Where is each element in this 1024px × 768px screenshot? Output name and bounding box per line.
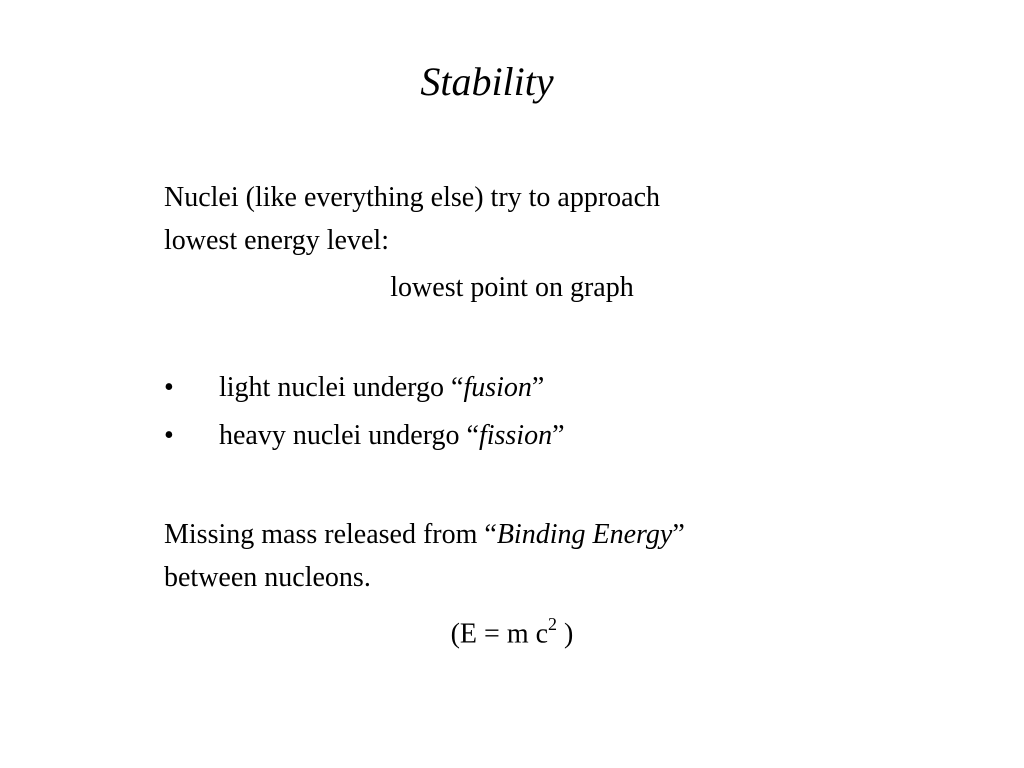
- missing-mass-text: Missing mass released from “: [164, 519, 497, 550]
- bullet-text: heavy nuclei undergo “: [219, 420, 479, 451]
- slide-title: Stability: [420, 59, 554, 104]
- missing-mass-closing-quote: ”: [672, 519, 685, 550]
- missing-mass-line-1: [164, 519, 685, 551]
- equation-base: (E = m c: [450, 618, 549, 650]
- bullet-icon: •: [164, 420, 174, 451]
- bullet-closing-quote: ”: [552, 420, 565, 451]
- intro-line-2: lowest energy level:: [164, 225, 389, 256]
- bullet-item-fusion: [164, 372, 544, 404]
- bullet-term: fission: [478, 420, 553, 451]
- intro-line-1: Nuclei (like everything else) try to approach: [164, 182, 661, 213]
- equation: [0, 610, 1024, 650]
- bullet-term: fusion: [463, 372, 532, 403]
- bullet-text: light nuclei undergo “: [219, 372, 464, 403]
- equation-exponent: 2: [548, 614, 558, 634]
- bullet-closing-quote: ”: [531, 372, 545, 403]
- bullet-item-fission: [164, 420, 565, 452]
- bullet-icon: •: [164, 372, 174, 403]
- binding-energy-term: Binding Energy: [496, 519, 673, 550]
- equation-close: ): [557, 618, 574, 650]
- intro-centered-line: lowest point on graph: [390, 272, 634, 303]
- missing-mass-line-2: between nucleons.: [164, 562, 371, 593]
